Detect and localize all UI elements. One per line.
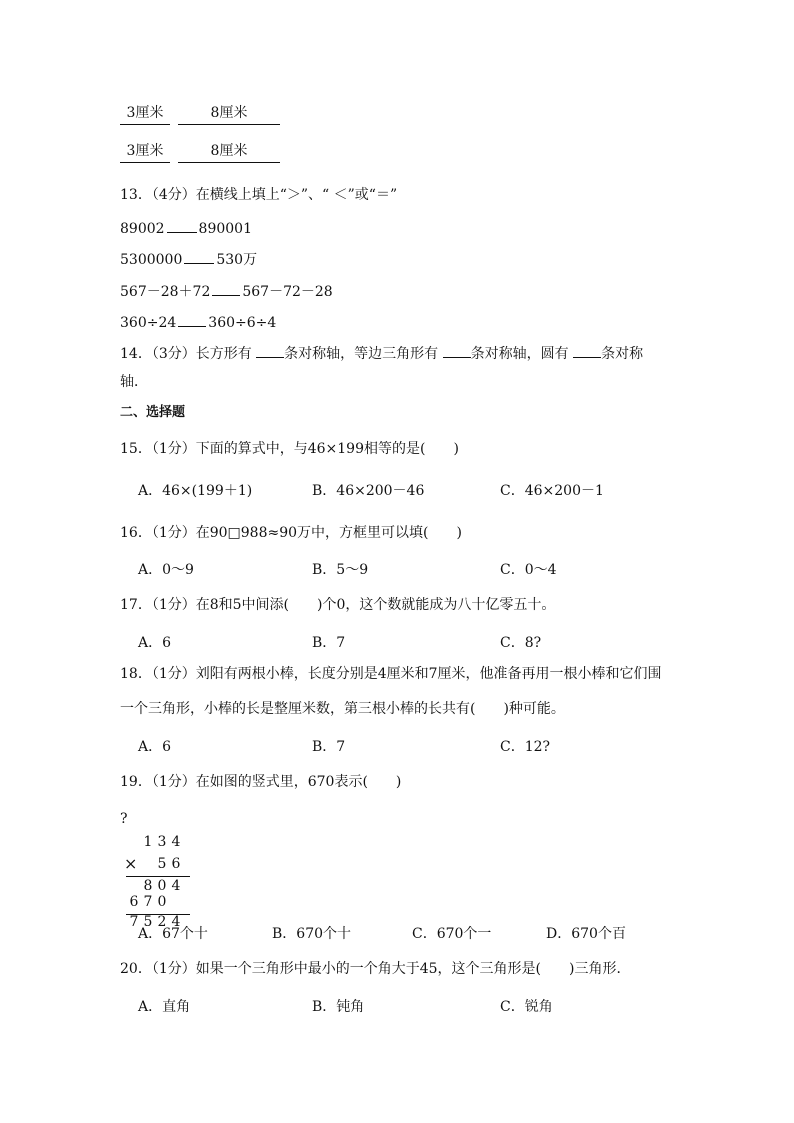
option-d[interactable]: D．670个百: [546, 926, 626, 942]
option-b[interactable]: B．5～9: [312, 562, 369, 578]
compare-item-3: [120, 281, 333, 301]
answer-blank[interactable]: [443, 343, 471, 358]
question-14-line-2: 轴．: [120, 374, 148, 390]
question-15-stem: 15．（1分）下面的算式中，与46×199相等的是( ): [120, 441, 459, 457]
length-cell: 8厘米: [178, 142, 280, 163]
compare-item-4: [120, 312, 276, 332]
compare-right: 530万: [216, 252, 258, 268]
length-cell: 8厘米: [178, 104, 280, 125]
digit: 4: [171, 914, 181, 930]
option-c[interactable]: C．12?: [500, 739, 551, 755]
question-19-stem: 19．（1分）在如图的竖式里，670表示( ): [120, 774, 402, 790]
compare-left: 567－28＋72: [120, 284, 211, 300]
digit: 7: [129, 914, 139, 930]
question-18-stem-2: 一个三角形，小棒的长是整厘米数，第三根小棒的长共有( )种可能。: [120, 701, 565, 717]
compare-item-2: [120, 249, 257, 269]
digit: 6: [129, 894, 139, 910]
option-b[interactable]: B．670个十: [272, 926, 352, 942]
answer-blank[interactable]: [184, 249, 214, 264]
digit: 7: [143, 894, 153, 910]
option-a[interactable]: A．67个十: [138, 926, 208, 942]
digit: 4: [171, 878, 181, 894]
q14-text: 条对称轴，等边三角形有: [284, 346, 443, 362]
option-a[interactable]: A．6: [138, 635, 172, 651]
question-20-stem: 20．（1分）如果一个三角形中最小的一个角大于45，这个三角形是( )三角形．: [120, 961, 631, 977]
option-a[interactable]: A．直角: [138, 999, 191, 1015]
length-row-2: [120, 142, 280, 163]
q14-text: 条对称: [601, 346, 644, 362]
option-c[interactable]: C．0～4: [500, 562, 557, 578]
digit: 5: [157, 856, 167, 872]
length-cell: 3厘米: [120, 104, 170, 125]
compare-left: 5300000: [120, 252, 183, 268]
digit: 4: [171, 834, 181, 850]
digit: 1: [143, 834, 153, 850]
digit: 0: [157, 894, 167, 910]
question-14-line-1: [120, 343, 643, 363]
times-sign: ×: [124, 854, 138, 873]
digit: 0: [157, 878, 167, 894]
q14-text: 14．（3分）长方形有: [120, 346, 257, 362]
option-b[interactable]: B．46×200－46: [312, 483, 425, 499]
option-c[interactable]: C．670个一: [412, 926, 492, 942]
answer-blank[interactable]: [178, 312, 206, 327]
digit: 3: [157, 834, 167, 850]
compare-left: 360÷24: [120, 315, 177, 331]
digit: 2: [157, 914, 167, 930]
option-b[interactable]: B．7: [312, 635, 346, 651]
question-18-stem-1: 18．（1分）刘阳有两根小棒，长度分别是4厘米和7厘米，他准备再用一根小棒和它们围: [120, 666, 662, 682]
answer-blank[interactable]: [256, 343, 284, 358]
question-mark: ?: [120, 811, 128, 827]
section-heading: 二、选择题: [120, 405, 186, 420]
option-c[interactable]: C．8?: [500, 635, 542, 651]
compare-left: 89002: [120, 221, 165, 237]
option-b[interactable]: B．钝角: [312, 999, 365, 1015]
option-a[interactable]: A．0～9: [138, 562, 194, 578]
length-row-1: [120, 104, 280, 125]
digit: 6: [171, 856, 181, 872]
digit: 8: [143, 878, 153, 894]
digit: 5: [143, 914, 153, 930]
vertical-row-4: [118, 892, 198, 914]
question-17-stem: 17．（1分）在8和5中间添( )个0，这个数就能成为八十亿零五十。: [120, 597, 556, 613]
compare-right: 890001: [198, 221, 252, 237]
answer-blank[interactable]: [167, 218, 197, 233]
vertical-row-1: [118, 832, 198, 854]
question-13-stem: 13．（4分）在横线上填上“＞”、“ ＜”或“＝”: [120, 187, 398, 203]
option-b[interactable]: B．7: [312, 739, 346, 755]
compare-right: 360÷6÷4: [208, 315, 277, 331]
option-c[interactable]: C．46×200－1: [500, 483, 604, 499]
compare-item-1: [120, 218, 252, 238]
question-16-stem: 16．（1分）在90□988≈90万中，方框里可以填( ): [120, 525, 462, 541]
compare-right: 567－72－28: [242, 284, 333, 300]
answer-blank[interactable]: [212, 281, 240, 296]
answer-blank[interactable]: [573, 343, 601, 358]
option-a[interactable]: A．46×(199＋1): [138, 483, 253, 499]
vertical-multiplication: [118, 832, 198, 934]
option-c[interactable]: C．锐角: [500, 999, 553, 1015]
length-cell: 3厘米: [120, 142, 170, 163]
q14-text: 条对称轴，圆有: [470, 346, 574, 362]
vertical-row-2: [118, 854, 198, 876]
option-a[interactable]: A．6: [138, 739, 172, 755]
